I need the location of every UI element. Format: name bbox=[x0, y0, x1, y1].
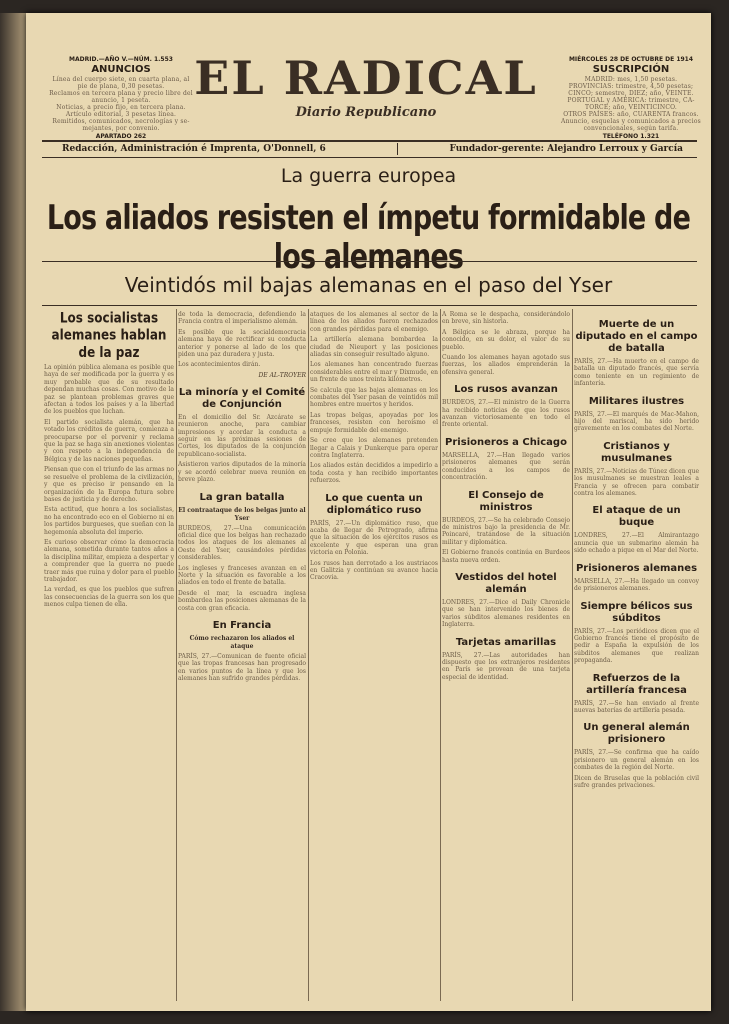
section-subheading: Cómo rechazaron los aliados el ataque bbox=[189, 634, 295, 650]
subscription-line: CINCO; semestre, DIEZ; año, VEINTE. bbox=[568, 90, 694, 97]
article-paragraph: Desde el mar, la escuadra inglesa bombardea las posiciones alemanas de la costa con gran eficacia. bbox=[178, 589, 306, 612]
article-paragraph: PARÍS, 27.—Las autoridades han dispuesto que los extranjeros residentes en París se provean de una tarjeta especial de identidad. bbox=[442, 651, 570, 681]
newspaper-subtitle: Diario Republicano bbox=[295, 105, 437, 120]
issue-date: MIÉRCOLES 28 DE OCTUBRE DE 1914 bbox=[568, 56, 694, 63]
section-kicker: La guerra europea bbox=[280, 165, 457, 187]
article-paragraph: PARÍS, 27.—Se han enviado al frente nuevas baterías de artillería pesada. bbox=[574, 699, 699, 714]
article-paragraph: Se calcula que las bajas alemanas en los combates del Yser pasan de veintidós mil hombres entre muertos y heridos. bbox=[310, 386, 438, 409]
article-paragraph: La opinión pública alemana es posible que haya de ser modificada por la guerra y es muy probable que de su resultado dependan muchas cosas. Con motivo de la paz se plantean problemas graves que afectan a todos los países y a la libertad de los pueblos que luchan. bbox=[44, 364, 174, 416]
article-paragraph: MARSELLA, 27.—Ha llegado un convoy de prisioneros alemanes. bbox=[574, 577, 699, 593]
deck-rule bbox=[42, 305, 697, 306]
article-paragraph: Dicen de Bruselas que la población civil sufre grandes privaciones. bbox=[574, 774, 699, 789]
masthead bbox=[26, 13, 711, 153]
section-subheading: El contraataque de los belgas junto al Yser bbox=[178, 506, 306, 522]
column-rule bbox=[572, 309, 573, 1001]
article-signature: DE AL-TROYER bbox=[258, 371, 306, 379]
section-heading: Prisioneros alemanes bbox=[575, 562, 698, 574]
subscription-line: OTROS PAÍSES: año, CUARENTA francos. bbox=[563, 111, 699, 118]
section-heading: En Francia bbox=[212, 619, 272, 631]
article-paragraph: Cuando los alemanes hayan agotado sus fuerzas, los aliados emprenderán la ofensiva general. bbox=[442, 354, 570, 376]
article-paragraph: PARÍS, 27.—Noticias de Túnez dicen que los musulmanes se muestran leales a Francia y se ofrecen para combatir contra los alemanes. bbox=[574, 467, 699, 498]
ads-box-footer: APARTADO 262 bbox=[95, 133, 147, 140]
article-paragraph: BURDEOS, 27.—Se ha celebrado Consejo de ministros bajo la presidencia de Mr. Poincaré, tratándose de la situación militar y diplomática. bbox=[442, 516, 570, 546]
section-heading: Muerte de un diputado en el campo de batalla bbox=[575, 319, 698, 354]
ads-line: Línea del cuerpo siete, en cuarta plana, al bbox=[52, 76, 190, 83]
article-paragraph: BURDEOS, 27.—Una comunicación oficial dice que los belgas han rechazado todos los ataques de los alemanes al Oeste del Yser, causándoles pérdidas considerables. bbox=[178, 524, 306, 562]
column-1 bbox=[44, 311, 174, 1001]
info-divider bbox=[397, 143, 398, 155]
main-headline: Los aliados resisten el ímpetu formidable de los alemanes bbox=[46, 199, 691, 277]
section-heading: Lo que cuenta un diplomático ruso bbox=[325, 492, 423, 516]
ads-box bbox=[46, 55, 196, 141]
article-paragraph: En el domicilio del Sr. Azcárate se reunieron anoche, para cambiar impresiones y acordar la conducta a seguir en las próximas sesiones de Cortes, los diputados de la conjunción republicano-socialista. bbox=[178, 413, 306, 458]
article-paragraph: PARÍS, 27.—Los periódicos dicen que el Gobierno francés tiene el propósito de pedir a España la expulsión de los súbditos alemanes que realizan propaganda. bbox=[574, 627, 699, 665]
article-paragraph: Esta actitud, que honra a los socialistas, no ha encontrado eco en el Gobierno ni en los partidos burgueses, que sueñan con la hegemonía absoluta del imperio. bbox=[44, 506, 174, 536]
ads-line: anuncio, 1 peseta. bbox=[91, 97, 151, 104]
article-paragraph: Es posible que la socialdemocracia alemana haya de rectificar su conducta anterior y ponerse al lado de los que piden una paz duradera y justa. bbox=[178, 328, 306, 359]
ads-line: mejantes, por convenio. bbox=[82, 125, 160, 132]
column-2 bbox=[178, 311, 306, 1001]
article-paragraph: LONDRES, 27.—El Almirantazgo anuncia que un submarino alemán ha sido echado a pique en el Mar del Norte. bbox=[574, 532, 699, 555]
column-3 bbox=[310, 311, 438, 1001]
section-heading: Vestidos del hotel alemán bbox=[455, 571, 557, 595]
newspaper-page bbox=[26, 13, 711, 1011]
article-paragraph: Asistieron varios diputados de la minoría y se acordó celebrar nueva reunión en breve plazo. bbox=[178, 461, 306, 484]
ads-line: Reclamos en tercera plana y precio libre del bbox=[49, 90, 193, 97]
article-paragraph: PARÍS, 27.—Comunican de fuente oficial que las tropas francesas han progresado en varios puntos de la línea y que los alemanes han sufrido grandes pérdidas. bbox=[178, 652, 306, 683]
column-5 bbox=[574, 311, 699, 1001]
article-paragraph: El partido socialista alemán, que ha votado los créditos de guerra, comienza a preocuparse por el porvenir y reclama que la paz se haga sin anexiones violentas y con respeto a la independencia de Bélgica y de las naciones pequeñas. bbox=[44, 418, 174, 463]
ads-line: Remitidos, comunicados, necrologías y se- bbox=[52, 118, 190, 125]
column-4 bbox=[442, 311, 570, 1001]
article-paragraph: La artillería alemana bombardea la ciudad de Nieuport y las posiciones aliadas sin conseguir resultado alguno. bbox=[310, 336, 438, 359]
subscription-box bbox=[556, 55, 706, 141]
subscription-line: TORCE; año, VEINTICINCO. bbox=[585, 104, 677, 111]
ads-line: pie de plana, 0,30 pesetas. bbox=[77, 83, 165, 90]
issue-meta: MADRID.—AÑO V.—NÚM. 1.553 bbox=[69, 56, 173, 63]
section-heading: El Consejo de ministros bbox=[468, 489, 544, 513]
address-line: Redacción, Administración é Imprenta, O'Donnell, 6 bbox=[62, 144, 326, 154]
section-heading: Tarjetas amarillas bbox=[455, 636, 557, 648]
section-heading: El ataque de un buque bbox=[592, 505, 681, 529]
article-paragraph: Los acontecimientos dirán. bbox=[178, 361, 261, 369]
column-rule bbox=[176, 309, 177, 1001]
article-paragraph: Piensan que con el triunfo de las armas no se resuelve el problema de la civilización, y que es preciso ir pensando en la organización de la Europa futura sobre bases de justicia y de derecho. bbox=[44, 466, 174, 503]
article-heading: Los socialistas alemanes hablan de la paz bbox=[51, 311, 167, 361]
masthead-rule-bottom bbox=[42, 157, 697, 158]
article-paragraph: PARÍS, 27.—Se confirma que ha caído prisionero un general alemán en los combates de la región del Norte. bbox=[574, 749, 699, 772]
article-paragraph: Los ingleses y franceses avanzan en el Norte y la situación es favorable a los aliados en todo el frente de batalla. bbox=[178, 564, 306, 587]
ads-line: Artículo editorial, 3 pesetas línea. bbox=[65, 111, 177, 118]
section-heading: La gran batalla bbox=[199, 491, 285, 503]
article-paragraph: La verdad, es que los pueblos que sufren las consecuencias de la guerra son los que menos culpa tienen de ella. bbox=[44, 586, 174, 609]
article-paragraph: Los aliados están decididos a impedirlo a toda costa y han recibido importantes refuerzos. bbox=[310, 462, 438, 485]
section-heading: La minoría y el Comité de Conjunción bbox=[178, 386, 306, 410]
section-heading: Los rusos avanzan bbox=[454, 384, 558, 396]
section-heading: Militares ilustres bbox=[588, 395, 685, 407]
article-paragraph: A Roma se le despacha, considerándolo en breve, sin historia. bbox=[442, 311, 570, 326]
article-paragraph: El Gobierno francés continúa en Burdeos hasta nueva orden. bbox=[442, 549, 570, 564]
article-paragraph: Los rusos han derrotado a los austriacos en Galitzia y continúan su avance hacia Cracovia. bbox=[310, 559, 438, 582]
column-rule bbox=[440, 309, 441, 1001]
subscription-line: PROVINCIAS: trimestre, 4,50 pesetas; bbox=[568, 83, 694, 90]
article-paragraph: ataques de los alemanes al sector de la línea de los aliados fueron rechazados con grandes pérdidas para el enemigo. bbox=[310, 311, 438, 333]
section-heading: Cristianos y musulmanes bbox=[600, 440, 673, 464]
subscription-line: MADRID: mes, 1,50 pesetas. bbox=[584, 76, 678, 83]
article-paragraph: MARSELLA, 27.—Han llegado varios prisioneros alemanes que serán conducidos a los campos de concentración. bbox=[442, 451, 570, 482]
article-paragraph: Es curioso observar cómo la democracia alemana, sometida durante tantos años a la disciplina militar, empieza a despertar y a comprender que la guerra no puede traer más que ruina y dolor para el pueblo trabajador. bbox=[44, 538, 174, 583]
ads-box-title: ANUNCIOS bbox=[91, 64, 151, 75]
deck-headline: Veintidós mil bajas alemanas en el paso del Yser bbox=[124, 273, 613, 297]
article-paragraph: A Bélgica se le abraza, porque ha conocido, en su dolor, el valor de su pueblo. bbox=[442, 328, 570, 351]
founder-line: Fundador-gerente: Alejandro Lerroux y García bbox=[449, 144, 683, 154]
subscription-line: Anuncio, esquelas y comunicados a precios bbox=[561, 118, 701, 125]
info-bar bbox=[42, 141, 697, 157]
article-paragraph: Las tropas belgas, apoyadas por los franceses, resisten con heroísmo el empuje formidable del enemigo. bbox=[310, 411, 438, 434]
section-heading: Prisioneros a Chicago bbox=[445, 436, 567, 448]
article-paragraph: PARÍS, 27.—Ha muerto en el campo de batalla un diputado francés, que servía como teniente en un regimiento de infantería. bbox=[574, 358, 699, 388]
subscription-box-title: SUSCRIPCIÓN bbox=[592, 64, 670, 75]
article-paragraph: PARÍS, 27.—El marqués de Mac-Mahon, hijo del mariscal, ha sido herido gravemente en los combates del Norte. bbox=[574, 410, 699, 433]
section-heading: Un general alemán prisionero bbox=[583, 722, 690, 746]
ads-line: Noticias, a precio fijo, en tercera plana. bbox=[56, 104, 186, 111]
adjacent-page-edge bbox=[0, 13, 26, 1011]
subscription-line: PORTUGAL y AMÉRICA: trimestre, CA- bbox=[567, 97, 695, 104]
article-paragraph: Los alemanes han concentrado fuerzas considerables entre el mar y Dixmude, en un frente de unos treinta kilómetros. bbox=[310, 361, 438, 384]
subscription-line: convencionales, según tarifa. bbox=[583, 125, 679, 132]
section-heading: Siempre bélicos sus súbditos bbox=[580, 600, 693, 624]
article-paragraph: Se cree que los alemanes pretenden llegar a Calais y Dunkerque para operar contra Inglaterra. bbox=[310, 437, 438, 459]
article-paragraph: PARÍS, 27.—Un diplomático ruso, que acaba de llegar de Petrogrado, afirma que la situación de los ejércitos rusos es excelente y que esperan una gran victoria en Polonia. bbox=[310, 519, 438, 557]
column-rule bbox=[308, 309, 309, 1001]
subscription-box-footer: TELÉFONO 1.321 bbox=[602, 133, 660, 140]
article-paragraph: de toda la democracia, defendiendo la Francia contra el imperialismo alemán. bbox=[178, 311, 306, 326]
article-paragraph: LONDRES, 27.—Dice el Daily Chronicle que se han intervenido los bienes de varios súbditos alemanes residentes en Inglaterra. bbox=[442, 598, 570, 629]
article-paragraph: BURDEOS, 27.—El ministro de la Guerra ha recibido noticias de que los rusos avanzan victoriosamente en todo el frente oriental. bbox=[442, 399, 570, 429]
newspaper-title: EL RADICAL bbox=[194, 51, 538, 105]
section-heading: Refuerzos de la artillería francesa bbox=[586, 672, 687, 696]
headline-rule bbox=[42, 261, 697, 262]
